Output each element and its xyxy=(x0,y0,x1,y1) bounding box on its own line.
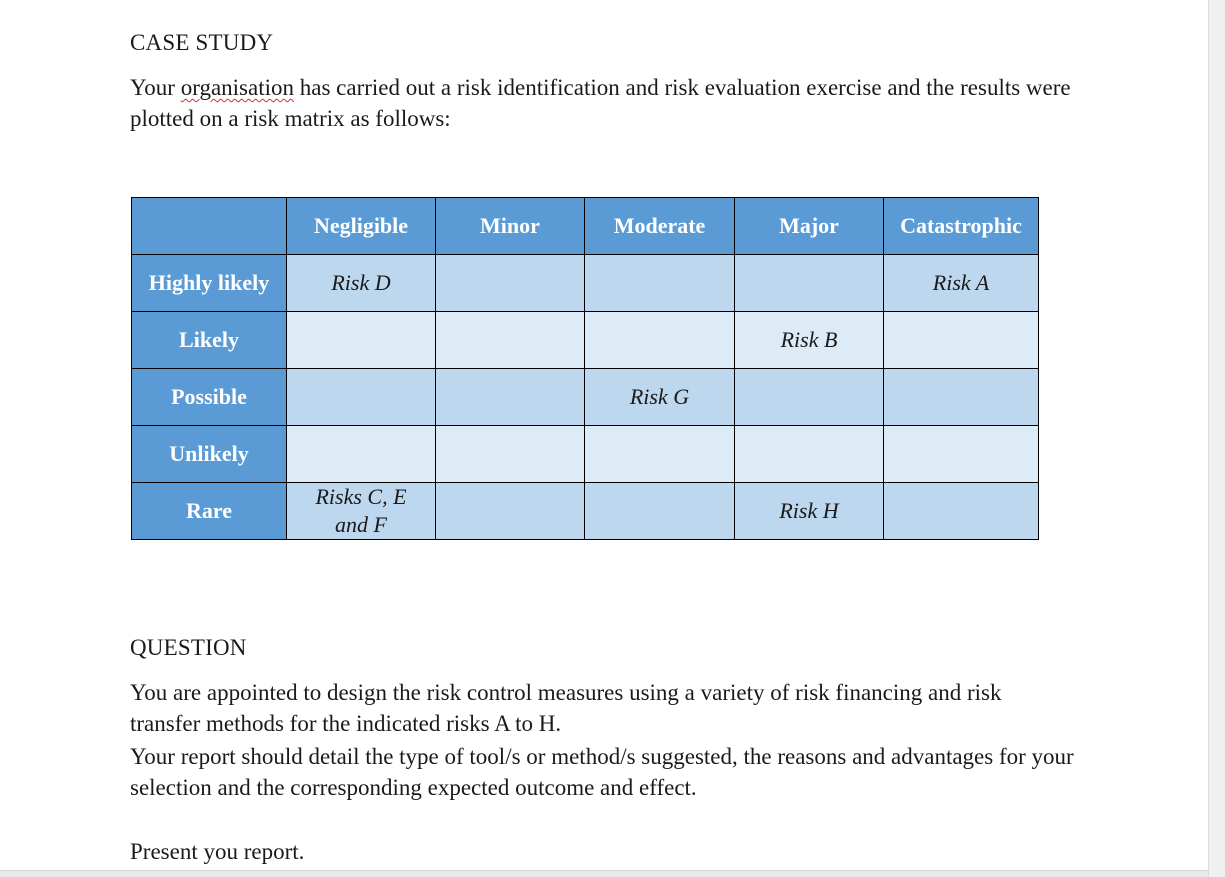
question-heading: QUESTION xyxy=(130,635,247,660)
risk-label: Risks C, E and F xyxy=(315,484,407,537)
matrix-cell xyxy=(884,426,1039,483)
matrix-cell xyxy=(585,426,735,483)
matrix-cell xyxy=(287,369,436,426)
question-paragraph-1: You are appointed to design the risk control measures using a variety of risk financing and risk transfer methods for the indicated risks A to H. xyxy=(130,680,1002,736)
row-header-rare: Rare xyxy=(132,483,287,540)
matrix-cell xyxy=(436,255,585,312)
risk-label: Risk G xyxy=(629,384,690,409)
matrix-cell xyxy=(287,426,436,483)
intro-text-before: Your xyxy=(130,75,181,100)
case-study-heading: CASE STUDY xyxy=(130,30,274,55)
intro-paragraph xyxy=(130,72,1090,134)
risk-label: Risk D xyxy=(331,270,391,295)
horizontal-scrollbar[interactable] xyxy=(0,870,1208,877)
matrix-cell xyxy=(585,369,735,426)
matrix-cell xyxy=(884,255,1039,312)
intro-text-after: has carried out a risk identification and risk evaluation exercise and the results were plotted on a risk matrix as follows: xyxy=(130,75,1071,131)
column-header-major: Major xyxy=(735,198,884,255)
risk-label: Risk B xyxy=(780,327,838,352)
risk-matrix-table xyxy=(131,197,1039,540)
matrix-cell xyxy=(735,483,884,540)
row-header-possible: Possible xyxy=(132,369,287,426)
closing-line: Present you report. xyxy=(130,839,305,864)
risk-label: Risk A xyxy=(932,270,990,295)
matrix-row-unlikely xyxy=(132,426,1039,483)
matrix-cell xyxy=(735,426,884,483)
column-header-catastrophic: Catastrophic xyxy=(884,198,1039,255)
matrix-cell xyxy=(585,312,735,369)
matrix-cell xyxy=(287,312,436,369)
risk-label: Risk H xyxy=(779,498,839,523)
matrix-cell xyxy=(884,312,1039,369)
column-header-negligible: Negligible xyxy=(287,198,436,255)
column-header-minor: Minor xyxy=(436,198,585,255)
matrix-cell xyxy=(884,483,1039,540)
row-header-highly-likely: Highly likely xyxy=(132,255,287,312)
matrix-cell xyxy=(735,369,884,426)
matrix-cell xyxy=(436,312,585,369)
matrix-cell xyxy=(287,255,436,312)
matrix-row-highly-likely xyxy=(132,255,1039,312)
matrix-cell xyxy=(436,483,585,540)
matrix-row-possible xyxy=(132,369,1039,426)
row-header-likely: Likely xyxy=(132,312,287,369)
matrix-corner-cell xyxy=(132,198,287,255)
matrix-header-row xyxy=(132,198,1039,255)
matrix-cell xyxy=(735,312,884,369)
spellcheck-flagged-word[interactable]: organisation xyxy=(180,75,295,100)
vertical-scrollbar[interactable] xyxy=(1208,0,1225,877)
matrix-cell xyxy=(436,426,585,483)
row-header-unlikely: Unlikely xyxy=(132,426,287,483)
question-paragraph-2: Your report should detail the type of tool/s or method/s suggested, the reasons and advantages for your selection and the corresponding expected outcome and effect. xyxy=(130,744,1074,800)
matrix-row-likely xyxy=(132,312,1039,369)
matrix-cell xyxy=(287,483,436,540)
matrix-cell xyxy=(884,369,1039,426)
column-header-moderate: Moderate xyxy=(585,198,735,255)
matrix-row-rare xyxy=(132,483,1039,540)
matrix-cell xyxy=(585,255,735,312)
matrix-cell xyxy=(735,255,884,312)
matrix-cell xyxy=(436,369,585,426)
matrix-cell xyxy=(585,483,735,540)
